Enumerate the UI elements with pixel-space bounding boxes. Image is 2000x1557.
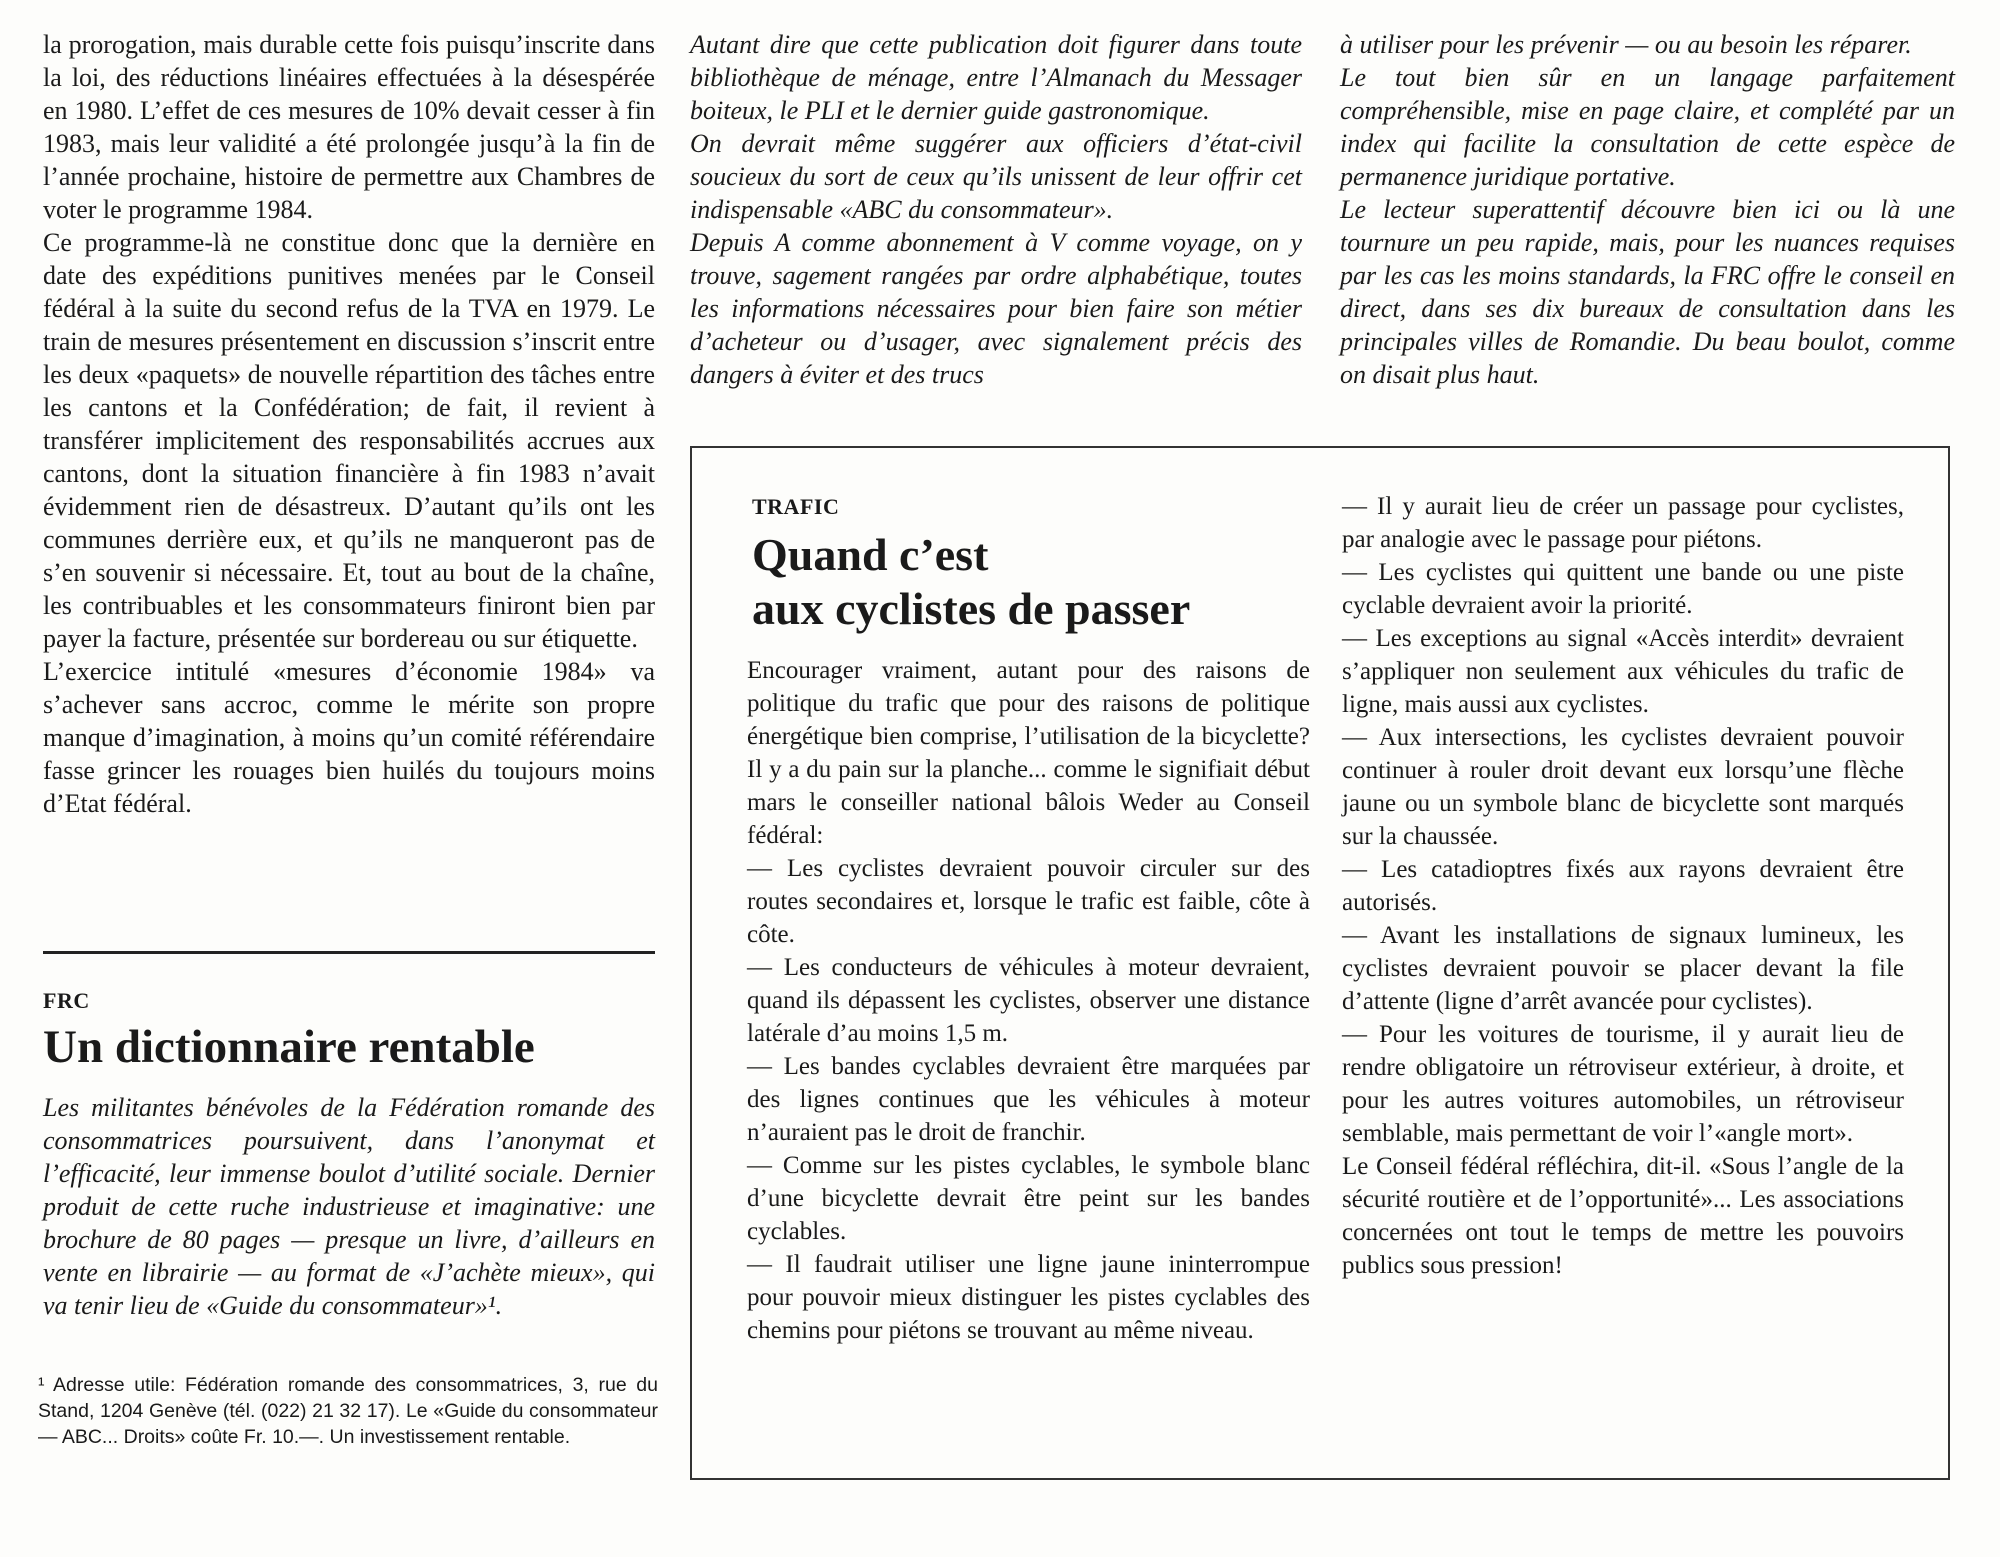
paragraph: — Aux intersections, les cyclistes devraient pouvoir continuer à rouler droit devant eux lorsqu’une flèche jaune ou un symbole blanc de bicyclette sont marqués sur la chaussée.	[1342, 724, 1904, 850]
headline-line: Quand c’est	[752, 529, 989, 580]
paragraph: Autant dire que cette publication doit figurer dans toute bibliothèque de ménage, entre l’Almanach du Messager boiteux, le PLI et le dernier guide gastronomique.	[690, 30, 1302, 125]
paragraph: — Les conducteurs de véhicules à moteur devraient, quand ils dépassent les cyclistes, observer une distance latérale d’au moins 1,5 m.	[747, 954, 1310, 1047]
paragraph: — Les cyclistes devraient pouvoir circuler sur des routes secondaires et, lorsque le trafic est faible, côte à côte.	[747, 855, 1310, 948]
paragraph: Ce programme-là ne constitue donc que la dernière en date des expéditions punitives menées par le Conseil fédéral à la suite du second refus de la TVA en 1979. Le train de mesures présentement en discussion s’inscrit entre les deux «paquets» de nouvelle répartition des tâches entre les cantons et la Confédération; de fait, il revient à transférer implicitement des responsabilités accrues aux cantons, dont la situation financière à fin 1983 n’avait évidemment rien de désastreux. D’autant qu’ils ont les communes derrière eux, et qu’ils ne manqueront pas de s’en souvenir si nécessaire. Et, tout au bout de la chaîne, les contribuables et les consommateurs finiront bien par payer la facture, présentée sur bordereau ou sur étiquette.	[43, 228, 655, 653]
paragraph: — Il y aurait lieu de créer un passage pour cyclistes, par analogie avec le passage pour piétons.	[1342, 493, 1904, 553]
article-headline: Un dictionnaire rentable	[43, 1021, 535, 1073]
section-kicker: FRC	[43, 988, 90, 1013]
article-column-3	[1340, 28, 1955, 391]
paragraph: Encourager vraiment, autant pour des raisons de politique du trafic que pour des raisons de politique énergétique bien comprise, l’utilisation de la bicyclette? Il y a du pain sur la planche... comme le signifiait début mars le conseiller national bâlois Weder au Conseil fédéral:	[747, 657, 1310, 849]
paragraph: — Les bandes cyclables devraient être marquées par des lignes continues que les véhicules à moteur n’auraient pas le droit de franchir.	[747, 1053, 1310, 1146]
paragraph: — Avant les installations de signaux lumineux, les cyclistes devraient pouvoir se placer devant la file d’attente (ligne d’arrêt avancée pour cyclistes).	[1342, 922, 1904, 1015]
paragraph: Depuis A comme abonnement à V comme voyage, on y trouve, sagement rangées par ordre alphabétique, toutes les informations nécessaires pour bien faire son métier d’acheteur ou d’usager, avec signalement précis des dangers à éviter et des trucs	[690, 228, 1302, 389]
paragraph: à utiliser pour les prévenir — ou au besoin les réparer.	[1340, 30, 1912, 59]
paragraph: — Les catadioptres fixés aux rayons devraient être autorisés.	[1342, 856, 1904, 916]
boxed-article	[690, 446, 1950, 1480]
headline-line: aux cyclistes de passer	[752, 583, 1191, 635]
paragraph: — Les cyclistes qui quittent une bande ou une piste cyclable devraient avoir la priorité.	[1342, 559, 1904, 619]
article-column-2	[690, 28, 1302, 391]
paragraph: — Les exceptions au signal «Accès interdit» devraient s’appliquer non seulement aux véhicules du trafic de ligne, mais aussi aux cyclistes.	[1342, 625, 1904, 718]
boxed-column-1	[747, 654, 1310, 1347]
section-kicker: TRAFIC	[752, 494, 840, 519]
footnote: ¹ Adresse utile: Fédération romande des consommatrices, 3, rue du Stand, 1204 Genève (tél. (022) 21 32 17). Le «Guide du consommateur — ABC... Droits» coûte Fr. 10.—. Un investissement rentable.	[38, 1374, 658, 1448]
article-lead	[43, 1091, 655, 1322]
paragraph: la prorogation, mais durable cette fois puisqu’inscrite dans la loi, des réductions linéaires effectuées à la désespérée en 1980. L’effet de ces mesures de 10% devait cesser à fin 1983, mais leur validité a été prolongée jusqu’à la fin de l’année prochaine, histoire de permettre aux Chambres de voter le programme 1984.	[43, 30, 655, 224]
article-headline	[752, 528, 1272, 637]
article-column-1	[43, 28, 655, 820]
paragraph: L’exercice intitulé «mesures d’économie 1984» va s’achever sans accroc, comme le mérite son propre manque d’imagination, à moins qu’un comité référendaire fasse grincer les rouages bien huilés du toujours moins d’Etat fédéral.	[43, 657, 655, 818]
paragraph: — Comme sur les pistes cyclables, le symbole blanc d’une bicyclette devrait être peint sur les bandes cyclables.	[747, 1152, 1310, 1245]
paragraph: Le Conseil fédéral réfléchira, dit-il. «Sous l’angle de la sécurité routière et de l’opportunité»... Les associations concernées ont tout le temps de mettre les pouvoirs publics sous pression!	[1342, 1153, 1904, 1279]
paragraph: Le tout bien sûr en un langage parfaitement compréhensible, mise en page claire, et complété par un index qui facilite la consultation de cette espèce de permanence juridique portative.	[1340, 63, 1955, 191]
boxed-column-2	[1342, 490, 1904, 1282]
paragraph: — Pour les voitures de tourisme, il y aurait lieu de rendre obligatoire un rétroviseur extérieur, à droite, et pour les autres voitures automobiles, un rétroviseur semblable, mais permettant de voir l’«angle mort».	[1342, 1021, 1904, 1147]
lead-paragraph: Les militantes bénévoles de la Fédération romande des consommatrices poursuivent, dans l’anonymat et l’efficacité, leur immense boulot d’utilité sociale. Dernier produit de cette ruche industrieuse et imaginative: une brochure de 80 pages — presque un livre, d’ailleurs en vente en librairie — au format de «J’achète mieux», qui va tenir lieu de «Guide du consommateur»¹.	[43, 1093, 655, 1320]
paragraph: Le lecteur superattentif découvre bien ici ou là une tournure un peu rapide, mais, pour les nuances requises par les cas les moins standards, la FRC offre le conseil en direct, dans ses dix bureaux de consultation dans les principales villes de Romandie. Du beau boulot, comme on disait plus haut.	[1340, 195, 1955, 389]
section-divider	[43, 951, 655, 954]
paragraph: On devrait même suggérer aux officiers d’état-civil soucieux du sort de ceux qu’ils unissent de leur offrir cet indispensable «ABC du consommateur».	[690, 129, 1302, 224]
paragraph: — Il faudrait utiliser une ligne jaune ininterrompue pour pouvoir mieux distinguer les pistes cyclables des chemins pour piétons se trouvant au même niveau.	[747, 1251, 1310, 1344]
